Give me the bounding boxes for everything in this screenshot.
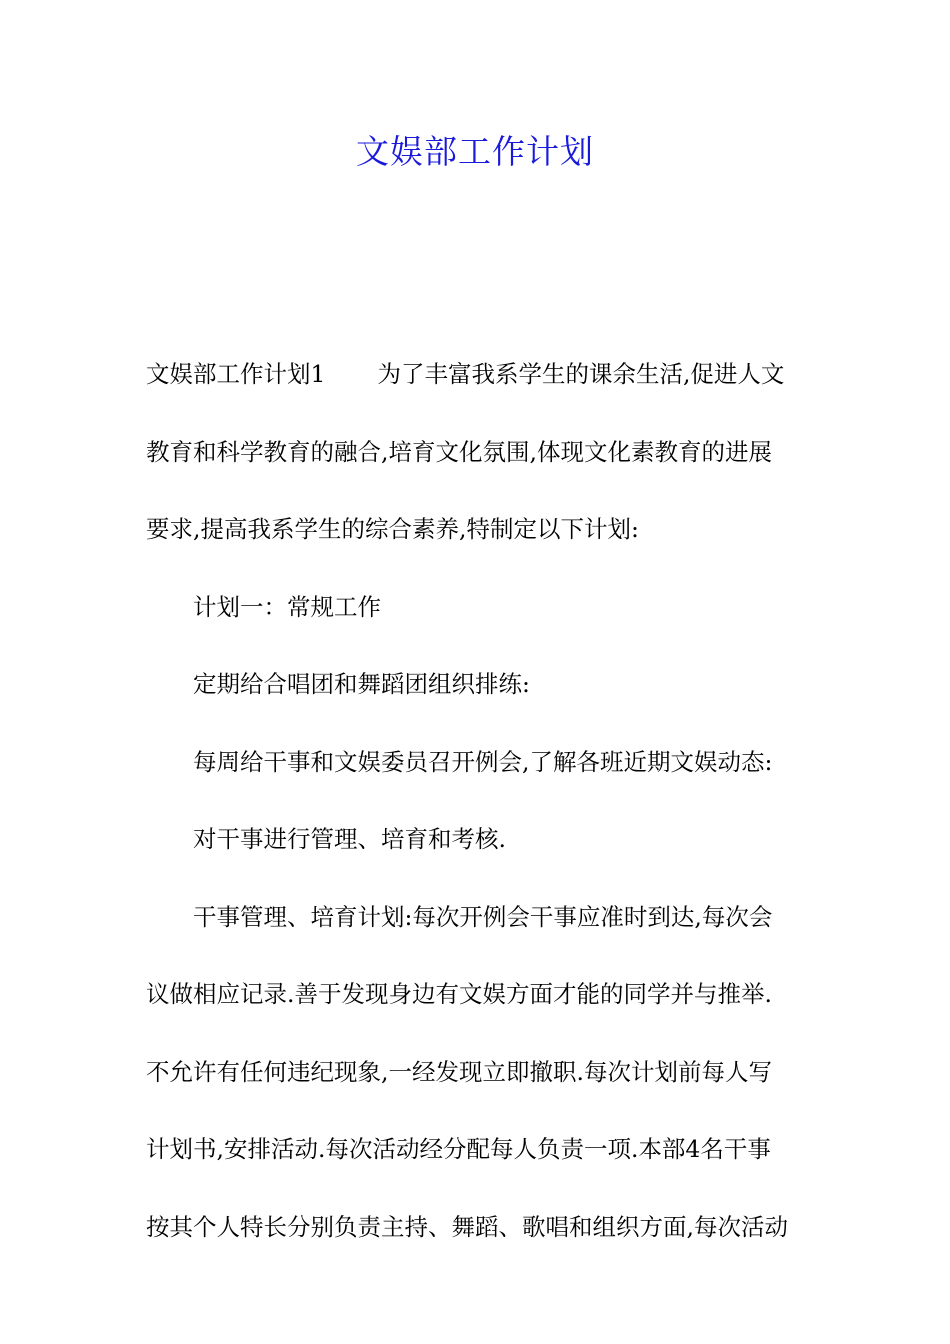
- paragraph-line-1: [146, 336, 810, 414]
- paragraph-text: 为了丰富我系学生的课余生活,促进人文: [377, 360, 785, 388]
- paragraph-line-12: 按其个人特长分别负责主持、舞蹈、歌唱和组织方面,每次活动: [146, 1212, 788, 1241]
- paragraph-line-5: 定期给合唱团和舞蹈团组织排练:: [193, 670, 530, 698]
- paragraph-line-3: 要求,提高我系学生的综合素养,特制定以下计划:: [146, 515, 639, 543]
- section-heading: 文娱部工作计划1: [146, 360, 326, 388]
- paragraph-line-10: 不允许有任何违纪现象,一经发现立即撤职.每次计划前每人写: [146, 1057, 772, 1086]
- paragraph-line-4: 计划一：常规工作: [193, 592, 381, 621]
- paragraph-line-7: 对干事进行管理、培育和考核.: [193, 825, 506, 853]
- paragraph-line-9: 议做相应记录.善于发现身边有文娱方面才能的同学并与推举.: [146, 980, 772, 1008]
- paragraph-line-11: 计划书,安排活动.每次活动经分配每人负责一项.本部4名干事: [146, 1135, 771, 1163]
- document-body: [146, 336, 810, 1266]
- document-title: 文娱部工作计划: [356, 132, 594, 171]
- paragraph-line-2: 教育和科学教育的融合,培育文化氛围,体现文化素教育的进展: [146, 437, 772, 466]
- paragraph-line-6: 每周给干事和文娱委员召开例会,了解各班近期文娱动态:: [193, 747, 773, 776]
- paragraph-line-8: 干事管理、培育计划:每次开例会干事应准时到达,每次会: [193, 902, 773, 931]
